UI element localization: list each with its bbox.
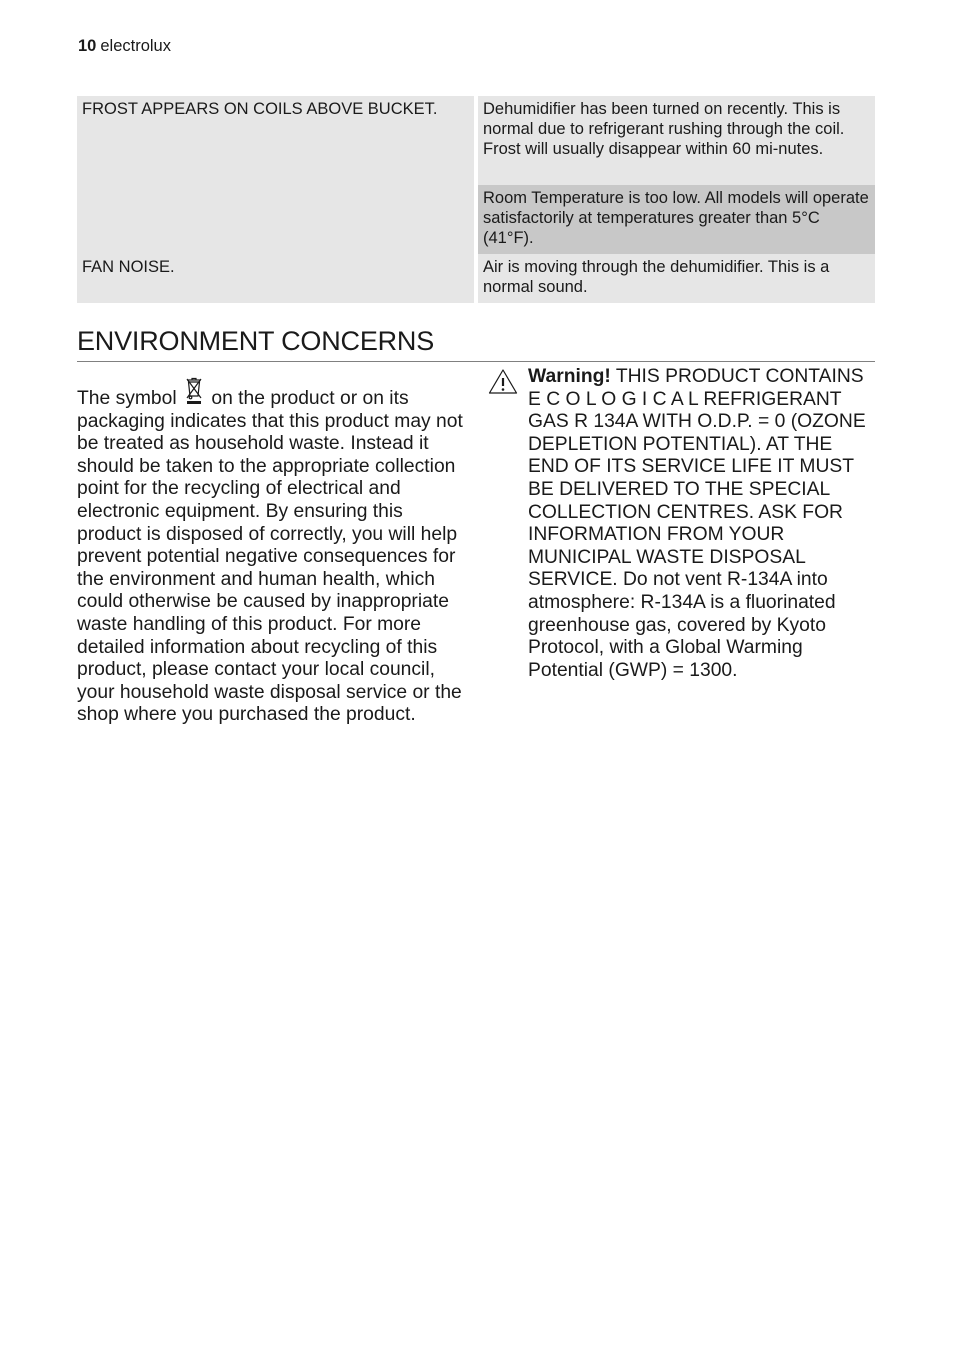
page-header [78,37,171,56]
troubleshooting-table [77,96,875,303]
problem-cell [77,185,474,254]
warning-label: Warning! [528,366,611,387]
warning-text: THIS PRODUCT CONTAINS E C O L O G I C A L REFRIGERANT GAS R 134A WITH O.D.P. = 0 (OZONE DEPLETION POTENTIAL). AT THE END OF ITS SERVICE LIFE IT MUST BE DELIVERED TO THE SPECIAL COLLECTION CENTRES. ASK FOR INFORMATION FROM YOUR MUNICIPAL WASTE DISPOSAL SERVICE. Do not vent R-134A into atmosphere: R-134A is a fluorinated greenhouse gas, covered by Kyoto Protocol, with a Global Warming Potential (GWP) = 1300. [528,366,866,681]
section-title: ENVIRONMENT CONCERNS [77,326,435,356]
problem-cell: FAN NOISE. [77,254,474,303]
warning-paragraph [528,366,878,682]
page-number: 10 [78,37,97,55]
warning-triangle-icon [488,368,518,395]
symbol-text-after: on the product or on its packaging indicates that this product may not be treated as household waste. Instead it should be taken to the appropriate collection point for the recycling of electrical and electronic equipment. By ensuring this product is disposed of correctly, you will help prevent potential negative consequences for the environment and human health, which could otherwise be caused by inappropriate waste handling of this product. For more detailed information about recycling of this product, please contact your local council, your household waste disposal service or the shop where you purchased the product. [77,388,463,726]
table-row [77,254,875,303]
brand-name: electrolux [100,37,171,55]
solution-cell: Dehumidifier has been turned on recently. This is normal due to refrigerant rushing through the coil. Frost will usually disappear within 60 mi-nutes. [478,96,875,185]
symbol-text-before: The symbol [77,388,177,409]
section-divider [77,361,875,362]
solution-cell: Air is moving through the dehumidifier. This is a normal sound. [478,254,875,303]
disposal-paragraph [77,377,467,727]
problem-cell: FROST APPEARS ON COILS ABOVE BUCKET. [77,96,474,185]
table-row [77,185,875,254]
crossed-out-wheelie-bin-icon [184,377,204,407]
table-row [77,96,875,185]
solution-cell: Room Temperature is too low. All models will operate satisfactorily at temperatures greater than 5°C (41°F). [478,185,875,254]
